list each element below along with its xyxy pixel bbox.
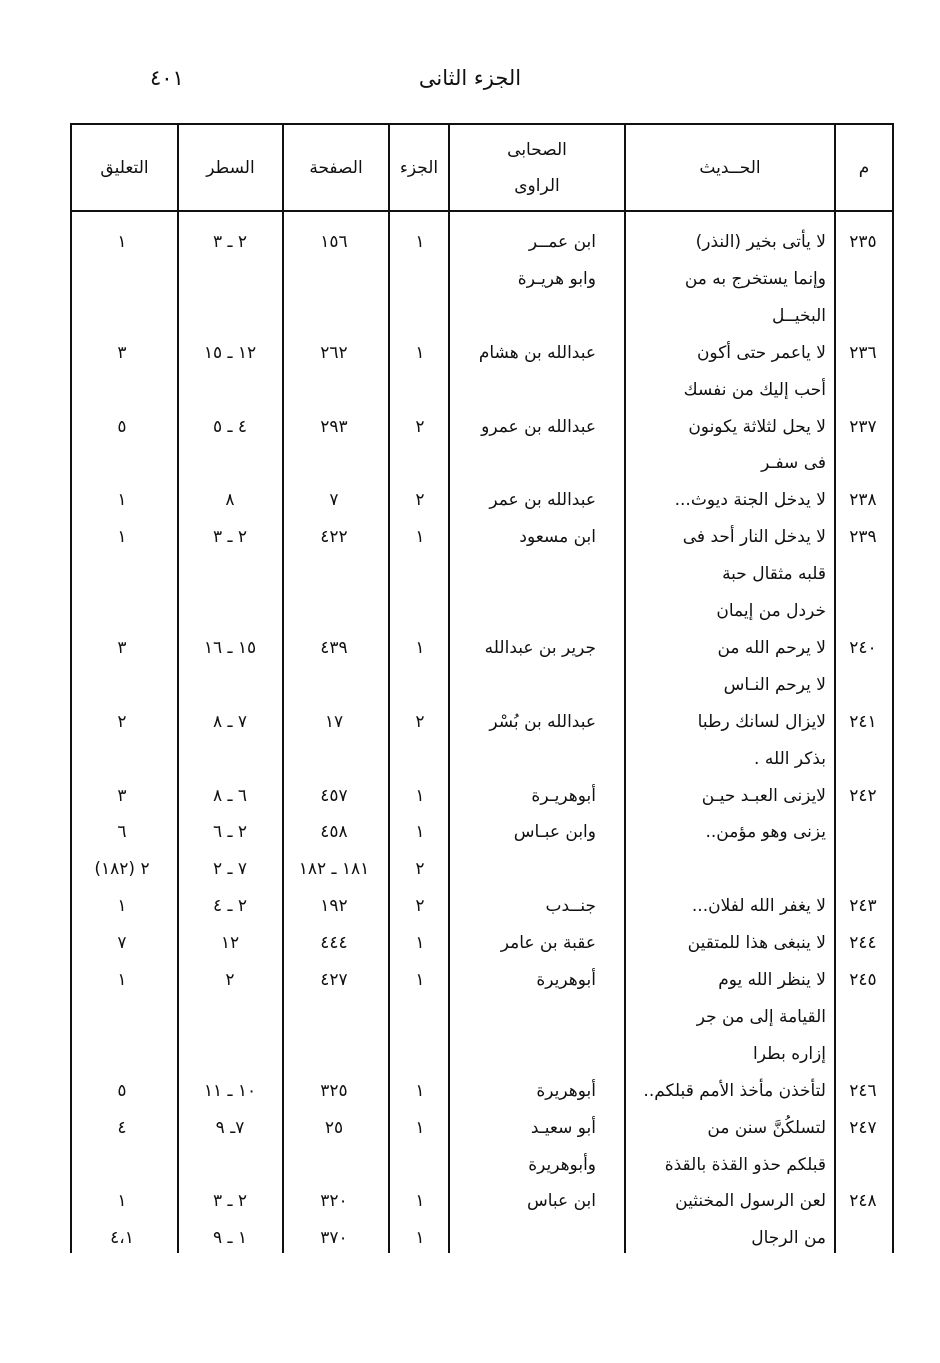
table-row [72,335,892,371]
note-ref [74,445,170,481]
note-ref [74,298,170,334]
note-ref: ٦ [117,822,127,842]
narrator: أبو سعيـد [530,1118,596,1138]
part-number: ١ [415,970,425,990]
part-number: ١ [415,1118,425,1138]
hadith-text: البخيــل [772,306,826,326]
page-ref [285,372,383,408]
hadith-text [628,851,826,887]
row-number [836,667,890,703]
narrator [452,556,596,592]
row-number: ٢٤١ [849,712,877,732]
line-ref: ٢ ـ ٣ [212,232,248,252]
line-ref [180,298,280,334]
page-ref: ١٩٢ [320,896,348,916]
narrator [452,445,596,481]
part-number: ١ [415,786,425,806]
narrator: جنــدب [545,896,596,916]
narrator: جرير بن عبدالله [484,638,596,658]
table-row [72,593,892,629]
part-number: ١ [415,822,425,842]
hadith-text: قلبه مثقال حبة [722,564,826,584]
line-ref: ١٠ ـ ١١ [203,1081,257,1101]
hadith-text: لايزال لسانك رطبا [697,712,826,732]
narrator: عبدالله بن عمر [489,490,596,510]
rawi-header-line1: الصحابى [507,139,567,160]
row-number: ٢٤٠ [849,638,877,658]
part-number [390,1036,450,1072]
part-number [390,593,450,629]
line-ref [180,667,280,703]
line-ref: ٧ ـ ٨ [212,712,248,732]
page-ref: ٢٩٣ [320,417,348,437]
table-row [72,851,892,887]
page-ref [285,298,383,334]
page-ref: ١٨١ ـ ١٨٢ [298,859,370,879]
narrator: عبدالله بن عمرو [481,417,596,437]
narrator [452,1220,596,1256]
line-ref: ٢ ـ ٦ [212,822,248,842]
line-ref: ١٥ ـ ١٦ [203,638,257,658]
narrator [452,593,596,629]
table-row [72,1110,892,1146]
line-ref: ٢ ـ ٣ [212,1191,248,1211]
hadith-text: لا يأتى بخير (النذر) [695,232,826,252]
hadith-text: وإنما يستخرج به من [684,269,826,289]
part-number [390,298,450,334]
note-ref: ٢ (١٨٢) [94,859,150,879]
line-ref: ٢ ـ ٣ [212,527,248,547]
line-ref [180,593,280,629]
table-row [72,482,892,518]
part-number: ١ [415,1191,425,1211]
row-number [836,593,890,629]
part-number: ١ [415,527,425,547]
page-header [0,66,940,106]
row-number: ٢٤٥ [849,970,877,990]
page-ref [285,261,383,297]
page-ref: ٤٤٤ [320,933,348,953]
narrator: عبدالله بن هشام [478,343,596,363]
column-header-note: التعليق [100,157,149,178]
note-ref: ٤،١ [110,1228,134,1248]
table-row [72,999,892,1035]
page-ref [285,556,383,592]
column-header-page: الصفحة [309,157,363,178]
page-ref: ٧ [329,490,339,510]
note-ref: ١ [117,490,127,510]
note-ref: ٥ [117,417,127,437]
note-ref: ٥ [117,1081,127,1101]
narrator [452,999,596,1035]
row-number: ٢٤٣ [849,896,877,916]
row-number [836,298,890,334]
note-ref [74,741,170,777]
column-header-num: م [858,157,870,178]
page-ref [285,667,383,703]
table-row [72,556,892,592]
line-ref [180,1036,280,1072]
hadith-text: لا يرحم النـاس [723,675,826,695]
narrator: ابن مسعود [519,527,596,547]
row-number [836,851,890,887]
row-number: ٢٣٦ [849,343,877,363]
part-number: ١ [415,343,425,363]
table-row [72,778,892,814]
page-ref [285,593,383,629]
hadith-text: لا ياعمر حتى أكون [696,343,826,363]
part-number: ٢ [415,490,425,510]
table-row [72,1036,892,1072]
line-ref: ٧ـ ٩ [215,1118,245,1138]
narrator: ابن عمــر [528,232,596,252]
line-ref [180,372,280,408]
hadith-text: لعن الرسول المخنثين [675,1191,826,1211]
part-number: ٢ [415,712,425,732]
note-ref [74,667,170,703]
part-number [390,741,450,777]
hadith-text: قبلكم حذو القذة بالقذة [664,1155,826,1175]
hadith-text: خردل من إيمان [716,601,826,621]
table-row [72,667,892,703]
row-number [836,261,890,297]
row-number [836,814,890,850]
part-number [390,372,450,408]
part-number [390,261,450,297]
note-ref: ٣ [117,343,127,363]
part-number: ٢ [415,859,425,879]
table-row [72,261,892,297]
page-ref: ٤٥٨ [320,822,348,842]
row-number [836,372,890,408]
header-divider [70,210,894,212]
hadith-text: بذكر الله . [754,749,826,769]
table-row [72,519,892,555]
narrator: أبوهريرة [536,970,596,990]
narrator: عبدالله بن بُسْر [489,712,596,732]
row-number: ٢٣٨ [849,490,877,510]
line-ref: ٨ [225,490,235,510]
page-ref [285,1036,383,1072]
line-ref: ١ ـ ٩ [212,1228,248,1248]
note-ref: ٢ [117,712,127,732]
page-ref: ٢٦٢ [320,343,348,363]
page-number: ٤٠١ [150,66,184,90]
row-number: ٢٣٥ [849,232,877,252]
row-number [836,741,890,777]
line-ref: ٤ ـ ٥ [212,417,248,437]
table-row [72,741,892,777]
part-number: ٢ [415,896,425,916]
hadith-text: لا ينبغى هذا للمتقين [687,933,826,953]
page-ref: ١٥٦ [320,232,348,252]
table-row [72,1183,892,1219]
line-ref: ١٢ [220,933,240,953]
hadith-text: أحب إليك من نفسك [683,380,826,400]
narrator [452,1036,596,1072]
row-number: ٢٤٤ [849,933,877,953]
page-ref: ٤٣٩ [320,638,348,658]
narrator: وابو هريـرة [517,269,596,289]
note-ref: ٣ [117,786,127,806]
narrator: وابن عبـاس [513,822,596,842]
hadith-text: لا يدخل الجنة ديوث... [674,490,826,510]
hadith-text: لا يغفر الله لفلان... [691,896,826,916]
hadith-text: لا يحل لثلاثة يكونون [688,417,826,437]
row-number [836,445,890,481]
narrator: ابن عباس [526,1191,596,1211]
note-ref: ٧ [117,933,127,953]
row-number [836,1220,890,1256]
note-ref: ١ [117,970,127,990]
line-ref: ١٢ ـ ١٥ [203,343,257,363]
narrator: عقبة بن عامر [500,933,596,953]
line-ref [180,1147,280,1183]
note-ref [74,1147,170,1183]
note-ref: ٤ [117,1118,127,1138]
part-number [390,999,450,1035]
table-row [72,1220,892,1256]
page-ref [285,445,383,481]
table-row [72,1147,892,1183]
row-number: ٢٤٦ [849,1081,877,1101]
row-number: ٢٤٧ [849,1118,877,1138]
part-number [390,667,450,703]
line-ref: ٢ [225,970,235,990]
table-row [72,298,892,334]
page-ref: ١٧ [324,712,344,732]
table-row [72,704,892,740]
row-number [836,1147,890,1183]
hadith-text: لا ينظر الله يوم [718,970,826,990]
table-row [72,372,892,408]
note-ref: ١ [117,896,127,916]
page-ref: ٤٢٢ [320,527,348,547]
note-ref [74,556,170,592]
narrator: وأبوهريرة [528,1155,596,1175]
table-row [72,925,892,961]
part-title: الجزء الثانى [418,66,522,90]
hadith-text: فى سفـر [761,453,826,473]
narrator [452,298,596,334]
page-ref: ٣٧٠ [320,1228,348,1248]
part-number [390,1147,450,1183]
hadith-text: لايزنى العبـد حيـن [701,786,826,806]
line-ref [180,556,280,592]
hadith-text: لا يدخل النار أحد فى [682,527,826,547]
part-number: ١ [415,232,425,252]
page-ref: ٤٢٧ [320,970,348,990]
row-number: ٢٣٩ [849,527,877,547]
narrator: أبوهريـرة [531,786,596,806]
line-ref [180,445,280,481]
page-ref [285,1147,383,1183]
page-ref: ٣٢٥ [320,1081,348,1101]
line-ref [180,741,280,777]
line-ref: ٧ ـ ٢ [212,859,248,879]
hadith-text: إزاره بطرا [753,1044,826,1064]
row-number: ٢٤٢ [849,786,877,806]
hadith-text: لا يرحم الله من [717,638,826,658]
table-row [72,224,892,260]
note-ref: ١ [117,232,127,252]
note-ref [74,261,170,297]
note-ref: ١ [117,527,127,547]
table-row [72,1073,892,1109]
rawi-header-line2: الراوى [514,175,560,196]
line-ref: ٦ ـ ٨ [212,786,248,806]
row-number: ٢٤٨ [849,1191,877,1211]
hadith-text: من الرجال [751,1228,826,1248]
note-ref [74,372,170,408]
note-ref [74,593,170,629]
hadith-text: القيامة إلى من جر [696,1007,826,1027]
part-number: ٢ [415,417,425,437]
table-row [72,445,892,481]
line-ref: ٢ ـ ٤ [212,896,248,916]
column-header-line: السطر [206,157,255,178]
page-ref [285,999,383,1035]
row-number: ٢٣٧ [849,417,877,437]
row-number [836,1036,890,1072]
part-number [390,556,450,592]
note-ref: ١ [117,1191,127,1211]
column-header-hadith: الحــديث [699,157,761,178]
hadith-text: يزنى وهو مؤمن.. [705,822,826,842]
narrator [452,851,596,887]
line-ref [180,261,280,297]
row-number [836,556,890,592]
table-row [72,409,892,445]
narrator [452,372,596,408]
part-number [390,445,450,481]
note-ref: ٣ [117,638,127,658]
table-row [72,888,892,924]
part-number: ١ [415,1081,425,1101]
table-row [72,630,892,666]
part-number: ١ [415,638,425,658]
narrator: أبوهريرة [536,1081,596,1101]
column-header-juz: الجزء [399,157,439,178]
note-ref [74,999,170,1035]
line-ref [180,999,280,1035]
part-number: ١ [415,1228,425,1248]
narrator [452,741,596,777]
table-row [72,814,892,850]
note-ref [74,1036,170,1072]
part-number: ١ [415,933,425,953]
hadith-text: لتأخذن مأخذ الأمم قبلكم.. [643,1081,826,1101]
row-number [836,999,890,1035]
page-ref [285,741,383,777]
narrator [452,667,596,703]
column-header-rawi [450,125,624,210]
page-ref: ٢٥ [324,1118,344,1138]
page-ref: ٤٥٧ [320,786,348,806]
table-row [72,962,892,998]
hadith-text: لتسلكُنَّ سنن من [707,1118,826,1138]
page-ref: ٣٢٠ [320,1191,348,1211]
